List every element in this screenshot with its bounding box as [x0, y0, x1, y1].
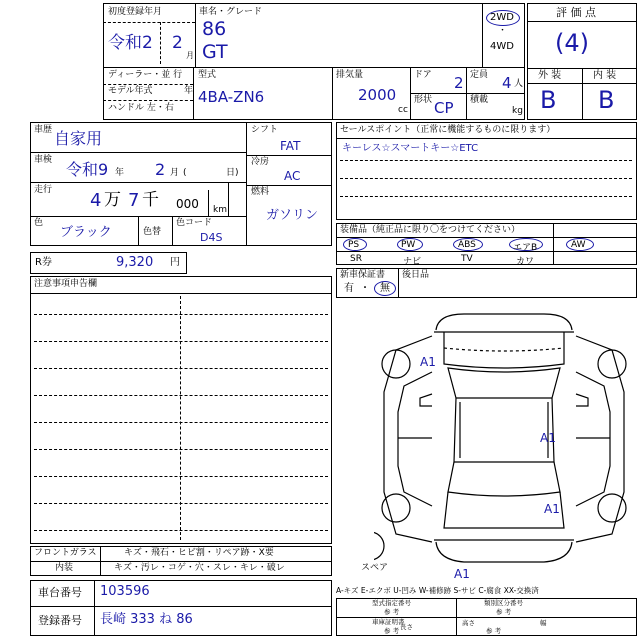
load-unit: kg [512, 106, 523, 116]
dealer-label: ディーラー・並 行 [108, 70, 183, 80]
car-grade: GT [202, 41, 228, 63]
equip-tv: TV [461, 254, 473, 264]
chassis-value: 103596 [100, 584, 150, 599]
reg-era: 令和2 [108, 33, 153, 53]
warranty-sep: ・ [360, 283, 370, 294]
model-year-label: モデル年式 [108, 86, 153, 96]
ac-value: AC [284, 169, 301, 183]
mileage-sen: 7 [128, 190, 140, 211]
selling-label: セールスポイント（正常に機能するものに限ります） [340, 125, 556, 135]
reg-label: 初度登録年月 [108, 7, 163, 17]
usage-label: 車歴 [34, 125, 53, 135]
shift-value: FAT [280, 139, 301, 153]
shape-value: CP [434, 99, 454, 117]
displacement-value: 2000 [358, 86, 397, 104]
spare-label: スペア [361, 563, 389, 573]
inspection-month-unit: 月 [170, 168, 180, 178]
interior-text: キズ・汚レ・コゲ・穴・スレ・キレ・破レ [114, 563, 285, 573]
usage-value: 自家用 [54, 129, 103, 148]
katashiki-label: 型式 [198, 70, 217, 80]
car-name: 86 [202, 18, 227, 40]
r-ticket-label: R券 [35, 257, 52, 268]
color-value: ブラック [60, 225, 112, 240]
capacity-unit: 人 [514, 79, 524, 89]
bt-r2c3: 高さ [462, 619, 475, 627]
chassis-label: 車台番号 [38, 586, 82, 599]
bt-r1c2: 類別区分番号 [484, 599, 523, 607]
damage-a1-right-door: A1 [540, 431, 556, 445]
bt-r1c4: 参 考 [496, 608, 512, 616]
door-label: ドア [414, 70, 432, 80]
front-glass-label: フロントガラス [34, 548, 97, 558]
capacity-value: 4 [502, 74, 512, 92]
bt-r2c5: 参 考 [486, 627, 502, 635]
selling-line1: キーレス☆スマートキー☆ETC [342, 143, 479, 154]
bt-r1c1: 型式指定番号 [372, 599, 411, 607]
inspection-day-paren: ( [183, 168, 187, 178]
fuel-label: 燃料 [251, 187, 270, 197]
equipment-label: 装備品（純正品に限り〇をつけてください） [340, 225, 521, 235]
ac-label: 冷房 [251, 157, 270, 167]
color-code: D4S [200, 231, 223, 244]
color-change-label: 色替 [143, 227, 162, 237]
plate-label: 登録番号 [38, 614, 82, 627]
rating-ext: B [540, 86, 557, 114]
seal-label: 後日品 [402, 270, 430, 280]
bt-r2c6: 幅 [540, 619, 547, 627]
damage-a1-rear-right: A1 [544, 502, 560, 516]
r-ticket-unit: 円 [170, 257, 180, 268]
mileage-sen-unit: 千 [142, 190, 159, 210]
color-label: 色 [34, 218, 44, 228]
equip-sr: SR [350, 254, 362, 264]
rating-ext-label: 外 装 [538, 70, 562, 81]
notes-label: 注意事項申告欄 [34, 279, 98, 289]
bt-r2c2: 長さ [400, 623, 413, 631]
selling-points-box [336, 122, 637, 220]
drive-4wd: 4WD [490, 41, 514, 52]
damage-a1-front-left: A1 [420, 355, 436, 369]
drive-2wd: 2WD [490, 12, 514, 23]
model-year-unit: 年 [184, 86, 194, 96]
displacement-unit: cc [398, 105, 408, 115]
fuel-value: ガソリン [266, 208, 319, 223]
r-ticket-value: 9,320 [116, 255, 154, 270]
warranty-yes: 有 [344, 283, 354, 294]
equip-airbag: エアB [513, 243, 538, 253]
equip-pw: PW [401, 240, 416, 250]
equip-navi: ナビ [403, 257, 422, 267]
interior-label: 内装 [55, 563, 74, 573]
front-glass-text: キズ・飛石・ヒビ割・リペア跡・X要 [124, 548, 274, 558]
mileage-label: 走行 [34, 185, 53, 195]
door-value: 2 [454, 74, 464, 92]
shift-label: シフト [251, 125, 279, 135]
inspection-era: 令和9 [66, 160, 109, 179]
bt-r1c3: 参 考 [384, 608, 400, 616]
equip-leather: カワ [516, 257, 535, 267]
inspection-month: 2 [155, 160, 166, 179]
rating-int-label: 内 装 [593, 70, 617, 81]
damage-a1-rear-bumper: A1 [454, 567, 470, 581]
reg-month-unit: 月 [186, 51, 194, 60]
shape-label: 形状 [414, 95, 433, 105]
inspection-day-unit: 日) [226, 168, 239, 178]
displacement-label: 排気量 [336, 70, 364, 80]
mileage-tail: 000 [176, 197, 199, 211]
drive-dot: ・ [498, 26, 508, 36]
color-code-label: 色コード [176, 218, 213, 228]
warranty-no: 無 [380, 283, 390, 294]
equip-abs: ABS [458, 240, 476, 250]
katashiki-value: 4BA-ZN6 [198, 88, 265, 106]
reg-divider [160, 22, 161, 64]
mileage-man: 4 [90, 190, 102, 211]
capacity-label: 定員 [470, 70, 489, 80]
handle-label: ハンドル 左・右 [108, 103, 174, 113]
reg-month: 2 [172, 33, 183, 53]
bt-r2c4: 参 考 [384, 627, 400, 635]
load-label: 積載 [470, 95, 489, 105]
inspection-label: 車検 [34, 155, 53, 165]
mileage-man-unit: 万 [104, 190, 121, 210]
car-damage-diagram [374, 302, 634, 592]
rating-label: 評 価 点 [556, 6, 596, 19]
damage-legend: A-キズ E-エクボ U-凹み W-補修跡 S-サビ C-腐食 XX-交換済 [336, 586, 539, 595]
plate-value: 長崎 333 ね 86 [100, 612, 193, 627]
car-label: 車名・グレード [199, 7, 263, 17]
inspection-year-unit: 年 [115, 168, 125, 178]
bt-r2c1: 車庫証明書 [372, 618, 405, 626]
equip-ps: PS [348, 240, 360, 250]
rating-value: (4) [555, 29, 589, 57]
r-ticket-box [30, 252, 187, 274]
equip-aw: AW [571, 240, 586, 250]
rating-int: B [598, 86, 615, 114]
mileage-unit: km [213, 205, 227, 215]
warranty-label: 新車保証書 [340, 270, 386, 280]
